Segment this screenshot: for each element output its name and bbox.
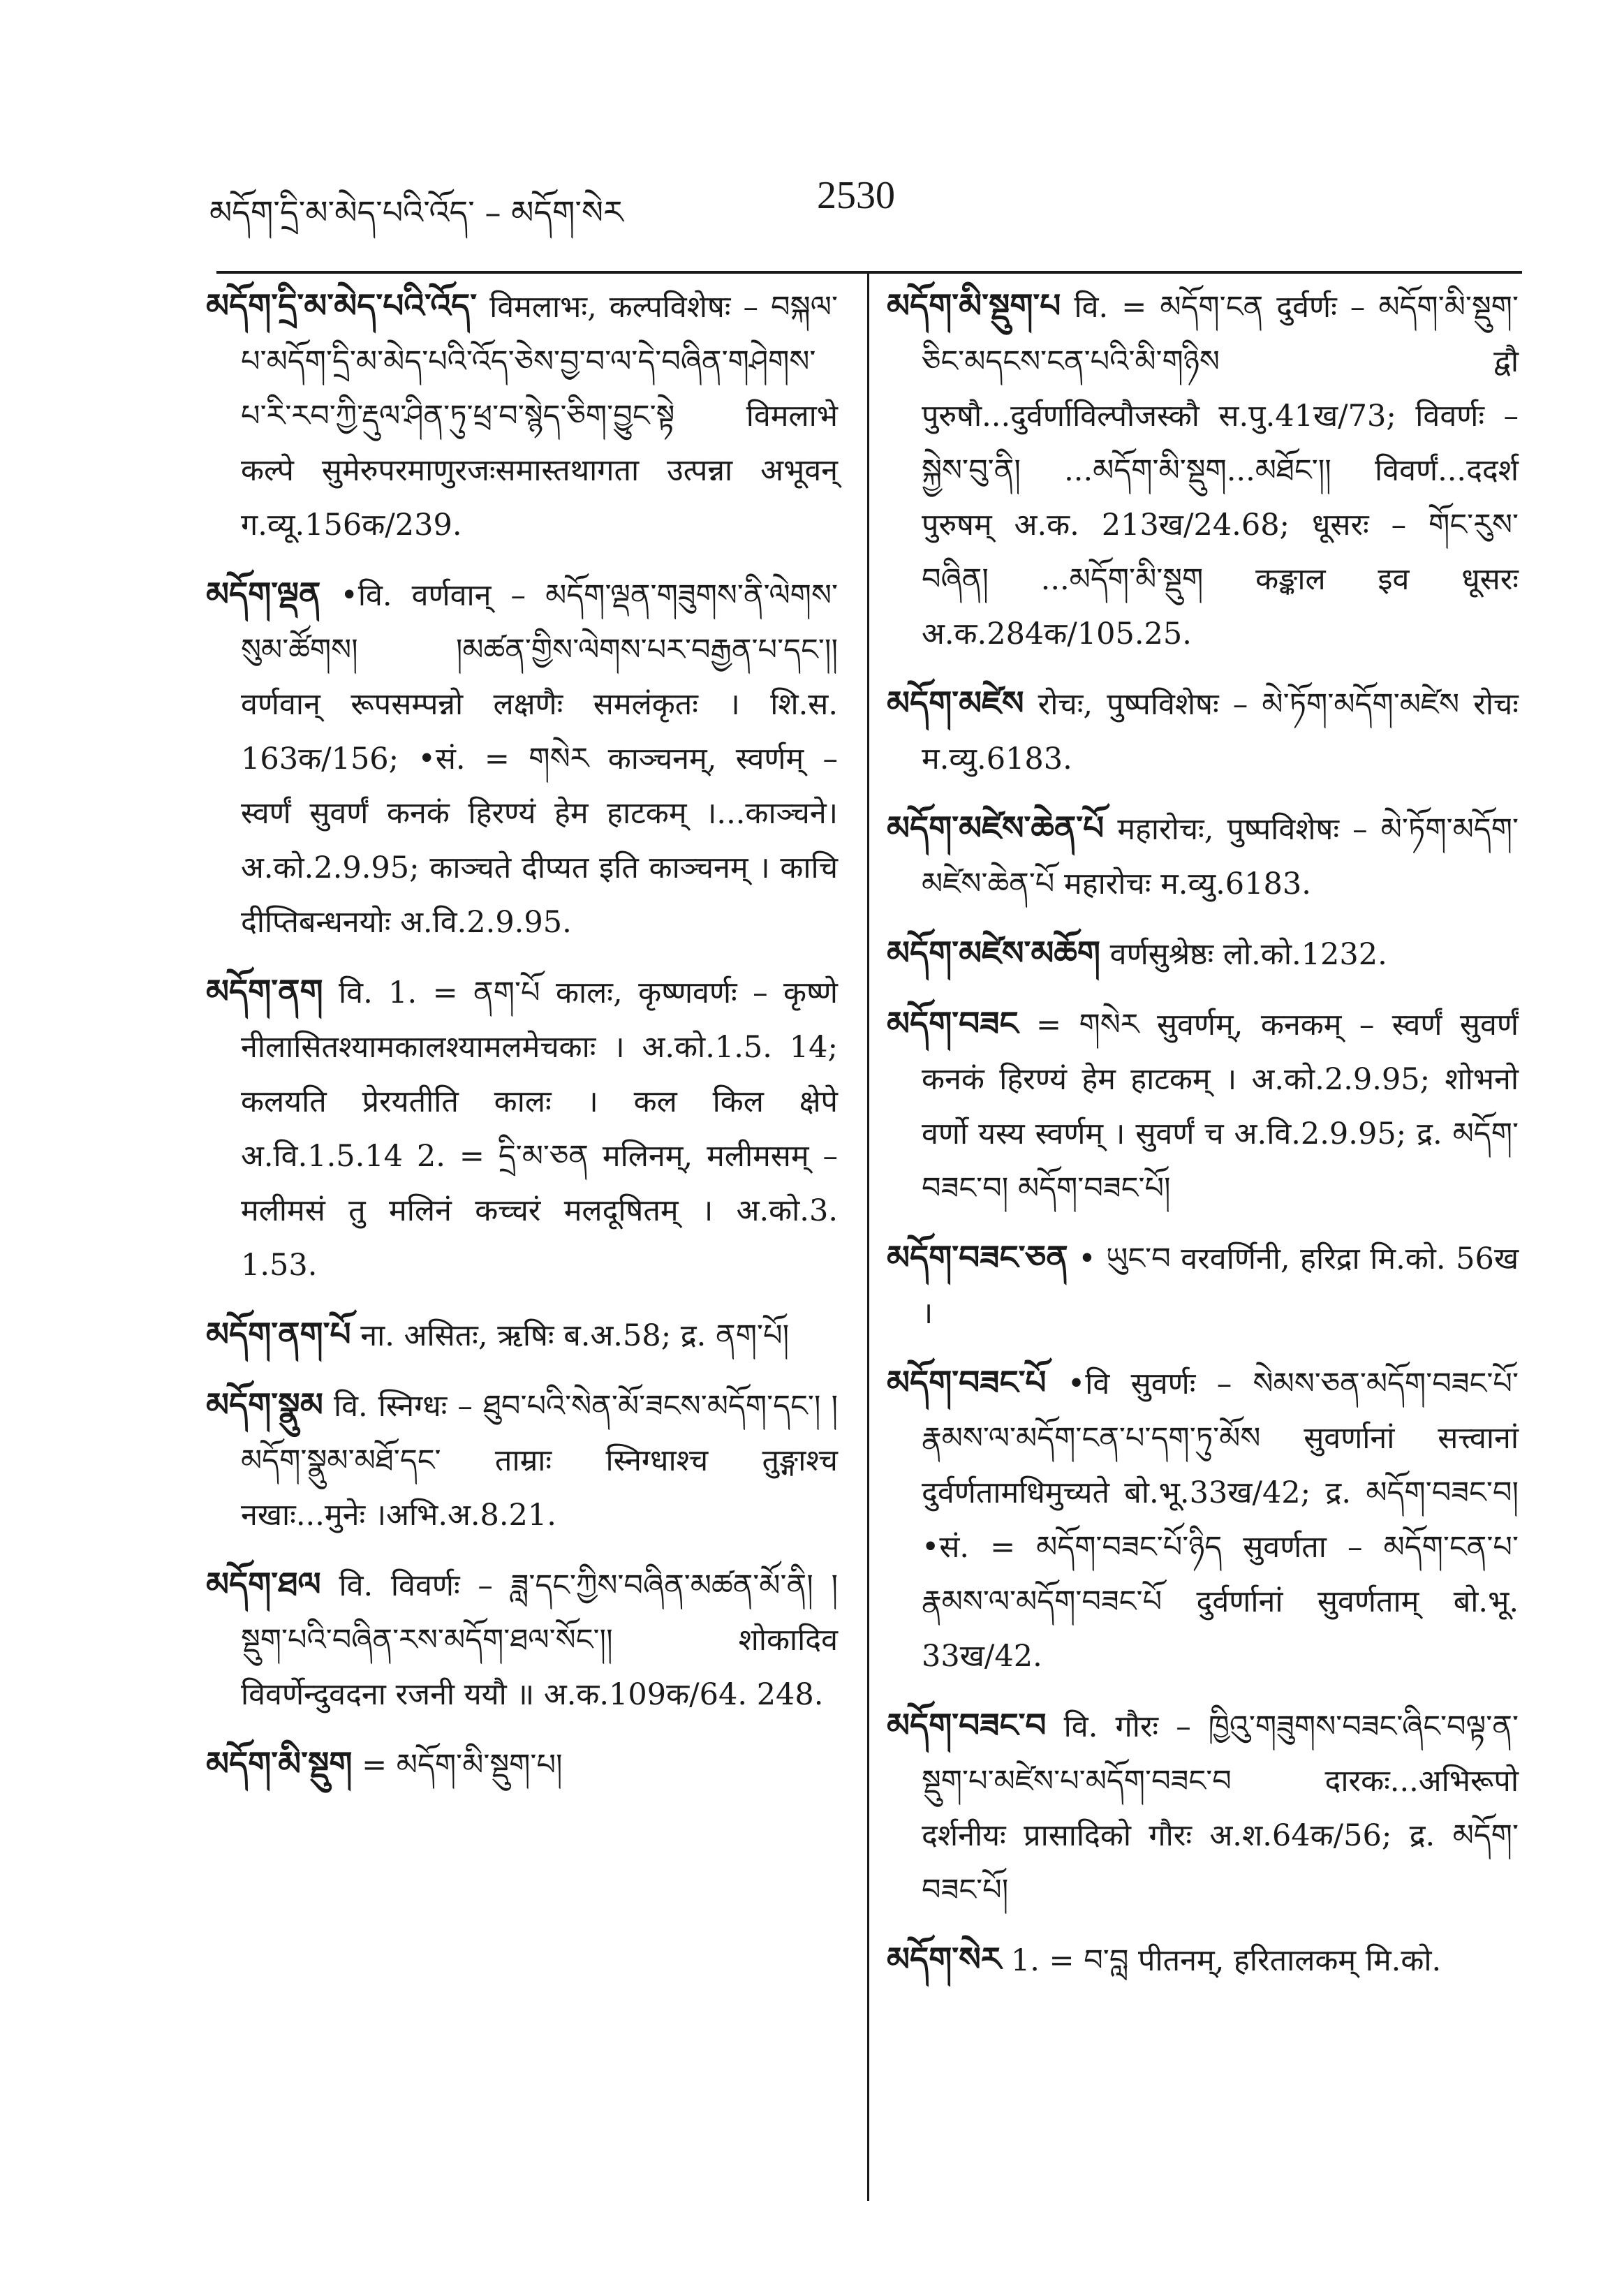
entry-text: रोचः, पुष्पविशेषः – མེ་ཏོག་མདོག་མཛེས रोचः म.व्यु.6183. [922, 687, 1519, 776]
dictionary-entry [206, 279, 838, 552]
entry-headword: མདོག་དྲི་མ་མེད་པའི་འོད་ [206, 287, 478, 325]
dictionary-entry [206, 965, 838, 1292]
entry-text: महारोचः, पुष्पविशेषः – མེ་ཏོག་མདོག་མཛེས་ཆེན་པོ महारोचः म.व्यु.6183. [922, 812, 1519, 901]
entry-headword: མདོག་ནག [206, 973, 323, 1011]
dictionary-entry [887, 1699, 1519, 1917]
entry-headword: མདོག་མཛེས་མཆོག [887, 934, 1100, 973]
entry-text: वि. 1. = ནག་པོ कालः, कृष्णवर्णः – कृष्णे नीलासितश्यामकालश्यामलमेचकाः । अ.को.1.5. 14; कलयति प्रेरयतीति कालः । कल किल क्षेपे अ.वि.1.5.14 2. = དྲི་མ་ཅན मलिनम्, मलीमसम् – मलीमसं तु मलिनं कच्चरं मलदूषितम् । अ.को.3. 1.53. [241, 975, 839, 1283]
page-header [209, 173, 1536, 229]
dictionary-entry [887, 677, 1519, 786]
entry-text: वि. विवर्णः – ཟླ་དང་ཀྱིས་བཞིན་མཚན་མོ་ནི། །སྡུག་པའི་བཞིན་རས་མདོག་ཐལ་སོང་།། शोकादिव विवर्णेन्दुवदना रजनी ययौ ॥ अ.क.109क/64. 248. [241, 1568, 838, 1712]
running-head: མདོག་དྲི་མ་མེད་པའི་འོད་ – མདོག་སེར [209, 193, 623, 231]
column-divider [867, 274, 869, 2201]
dictionary-entry [887, 1356, 1519, 1683]
entry-headword: མདོག་མཛེས་ཆེན་པོ [887, 809, 1105, 848]
dictionary-entry [206, 568, 838, 950]
entry-headword: མདོག་བཟང་བ [887, 1707, 1047, 1745]
dictionary-entry [887, 1231, 1519, 1341]
entry-headword: མདོག་བཟང [887, 1005, 1019, 1043]
page-number: 2530 [817, 174, 895, 217]
entry-text: = གསེར सुवर्णम्, कनकम् – स्वर्णं सुवर्णं कनकं हिरण्यं हेम हाटकम् । अ.को.2.9.95; शोभनो वर्णो यस्य स्वर्णम् । सुवर्णं च अ.वि.2.9.95; द्र. མདོག་བཟང་བ། མདོག་བཟང་པོ། [922, 1008, 1519, 1206]
entry-headword: མདོག་སེར [887, 1940, 1002, 1979]
dictionary-entry [206, 1308, 838, 1363]
header-rule [216, 271, 1522, 274]
entry-headword: མདོག་སྣུམ [206, 1386, 323, 1424]
entry-text: •वि. वर्णवान् – མདོག་ལྡན་གཟུགས་ནི་ལེགས་སུམ་ཚོགས། །མཚན་གྱིས་ལེགས་པར་བརྒྱན་པ་དང་།། वर्णवान् रूपसम्पन्नो लक्षणैः समलंकृतः । शि.स. 163क/156; •सं. = གསེར काञ्चनम्, स्वर्णम् – स्वर्णं सुवर्णं कनकं हिरण्यं हेम हाटकम् ।...काञ्चने। अ.को.2.9.95; काञ्चते दीप्यत इति काञ्चनम् । काचि दीप्तिबन्धनयोः अ.वि.2.9.95. [241, 578, 839, 940]
left-column [206, 279, 838, 1808]
entry-text: वि. = མདོག་ངན दुर्वर्णः – མདོག་མི་སྡུག་ཅིང་མདངས་ངན་པའི་མི་གཉིས द्वौ पुरुषौ...दुर्वर्णाविल्पौजस्कौ स.पु.41ख/73; विवर्णः – སྐྱེས་བུ་ནི། ...མདོག་མི་སྡུག...མཐོང་།། विवर्णं...ददर्श पुरुषम् अ.क. 213ख/24.68; धूसरः – གོང་རུས་བཞིན། ...མདོག་མི་སྡུག कङ्काल इव धूसरः अ.क.284क/105.25. [922, 290, 1519, 651]
dictionary-entry [206, 1737, 838, 1792]
entry-text: वर्णसुश्रेष्ठः लो.को.1232. [1109, 937, 1387, 972]
entry-headword: མདོག་བཟང་པོ [887, 1364, 1047, 1402]
dictionary-entry [887, 997, 1519, 1216]
dictionary-entry [887, 279, 1519, 661]
entry-headword: མདོག་ནག་པོ [206, 1316, 351, 1354]
entry-text: ना. असितः, ऋषिः ब.अ.58; द्र. ནག་པོ། [360, 1318, 790, 1353]
entry-headword: མདོག་ཐལ [206, 1565, 321, 1604]
entry-headword: མདོག་བཟང་ཅན [887, 1239, 1068, 1277]
entry-text: = མདོག་མི་སྡུག་པ། [362, 1748, 563, 1783]
dictionary-entry [206, 1378, 838, 1542]
dictionary-entry [887, 802, 1519, 911]
entry-headword: མདོག་མི་སྡུག [206, 1745, 353, 1783]
dictionary-entry [887, 927, 1519, 982]
dictionary-entry [887, 1933, 1519, 1988]
dictionary-entry [206, 1558, 838, 1722]
entry-headword: མདོག་ལྡན [206, 575, 321, 614]
entry-headword: མདོག་མཛེས [887, 684, 1024, 723]
entry-headword: མདོག་མི་སྡུག་པ [887, 287, 1061, 325]
entry-text: •वि सुवर्णः – སེམས་ཅན་མདོག་བཟང་པོ་རྣམས་ལ་མདོག་ངན་པ་དག་ཏུ་མོས सुवर्णानां सत्त्वानां दुर्वर्णतामधिमुच्यते बो.भू.33ख/42; द्र. མདོག་བཟང་བ། •सं. = མདོག་བཟང་པོ་ཉིད सुवर्णता – མདོག་ངན་པ་རྣམས་ལ་མདོག་བཟང་པོ दुर्वर्णानां सुवर्णताम् बो.भू. 33ख/42. [922, 1366, 1519, 1674]
entry-text: 1. = བ་བླ पीतनम्, हरितालकम् मि.को. [1010, 1943, 1442, 1978]
entry-text: वि. स्निग्धः – ཐུབ་པའི་སེན་མོ་ཟངས་མདོག་དང་། །མདོག་སྣུམ་མཐོ་དང་ ताम्राः स्निग्धाश्च तुङ्गाश्च नखाः...मुनेः ।अभि.अ.8.21. [241, 1389, 838, 1533]
right-column [887, 279, 1519, 2003]
entry-text: वि. गौरः – ཁྱིའུ་གཟུགས་བཟང་ཞིང་བལྟ་ན་སྡུག་པ་མཛེས་པ་མདོག་བཟང་བ दारकः...अभिरूपो दर्शनीयः प्रासादिको गौरः अ.श.64क/56; द्र. མདོག་བཟང་པོ། [922, 1709, 1519, 1908]
entry-text: विमलाभः, कल्पविशेषः – བསྐལ་པ་མདོག་དྲི་མ་མེད་པའི་འོད་ཅེས་བྱ་བ་ལ་དེ་བཞིན་གཤེགས་པ་རི་རབ་ཀྱི་རྡུལ་ཤིན་ཏུ་ཕྲ་བ་སྙེད་ཅིག་བྱུང་སྟེ विमलाभे कल्पे सुमेरुपरमाणुरजःसमास्तथागता उत्पन्ना अभूवन् ग.व्यू.156क/239. [241, 290, 839, 543]
entry-text: • ཡུང་བ वरवर्णिनी, हरिद्रा मि.को. 56ख । [922, 1241, 1519, 1331]
